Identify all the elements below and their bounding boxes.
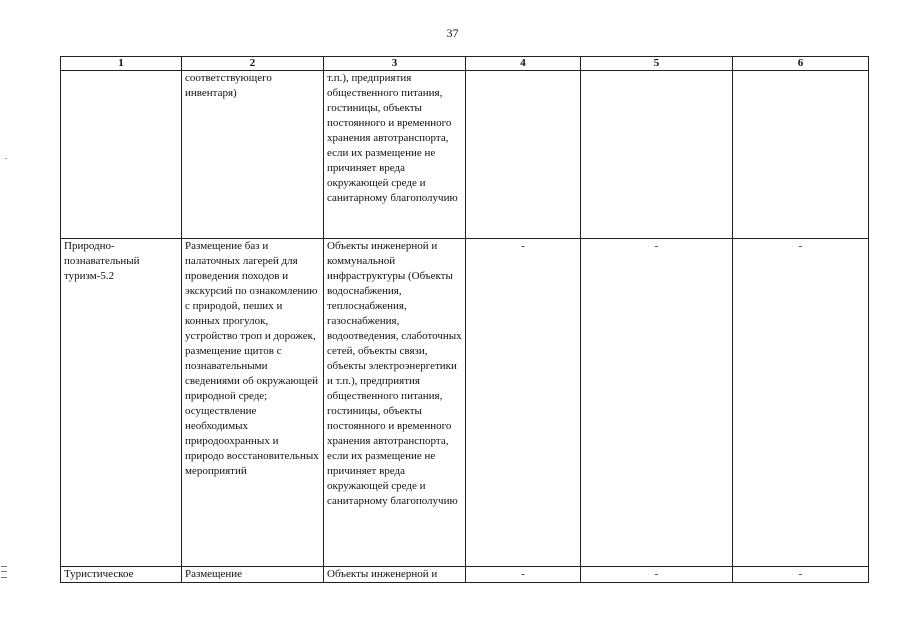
page-number: 37 [446,26,459,40]
column-header: 1 [61,57,182,71]
column-5-cell: - [581,567,733,583]
column-5-cell [581,71,733,239]
column-5-cell: - [581,239,733,567]
use-type-cell [61,71,182,239]
column-4-cell [466,71,581,239]
column-header: 6 [733,57,869,71]
use-type-cell: Туристическое [61,567,182,583]
column-6-cell [733,71,869,239]
column-header: 2 [182,57,324,71]
column-6-cell: - [733,239,869,567]
column-6-cell: - [733,567,869,583]
permitted-objects-cell: Объекты инженерной и [324,567,466,583]
use-description-cell: Размещение [182,567,324,583]
column-4-cell: - [466,567,581,583]
column-header: 3 [324,57,466,71]
use-description-cell: соответствующего инвентаря) [182,71,324,239]
permitted-objects-cell: Объекты инженерной и коммунальной инфраструктуры (Объекты водоснабжения, теплоснабжения, газоснабжения, водоотведения, слаботочных сетей, объекты связи, объекты электроэнергетики и т.п.), предприятия общественного питания, гостиницы, объекты постоянного и временного хранения автотранспорта, если их размещение не причиняет вреда окружающей среде и санитарному благополучию [324,239,466,567]
table-row [61,71,869,239]
land-use-table [60,56,869,583]
permitted-objects-cell: т.п.), предприятия общественного питания, гостиницы, объекты постоянного и временного хранения автотранспорта, если их размещение не причиняет вреда окружающей среде и санитарному благополучию [324,71,466,239]
scan-artifact [5,158,7,159]
column-4-cell: - [466,239,581,567]
table-row [61,567,869,583]
use-description-cell: Размещение баз и палаточных лагерей для проведения походов и экскурсий по ознакомлению с природой, пеших и конных прогулок, устройство троп и дорожек, размещение щитов с познавательными сведениями об окружающей природной среде; осуществление необходимых природоохранных и природо восстановительных мероприятий [182,239,324,567]
table-row [61,239,869,567]
column-header: 4 [466,57,581,71]
use-type-cell: Природно-познавательный туризм-5.2 [61,239,182,567]
table-header-row [61,57,869,71]
scan-artifact [1,566,7,578]
column-header: 5 [581,57,733,71]
